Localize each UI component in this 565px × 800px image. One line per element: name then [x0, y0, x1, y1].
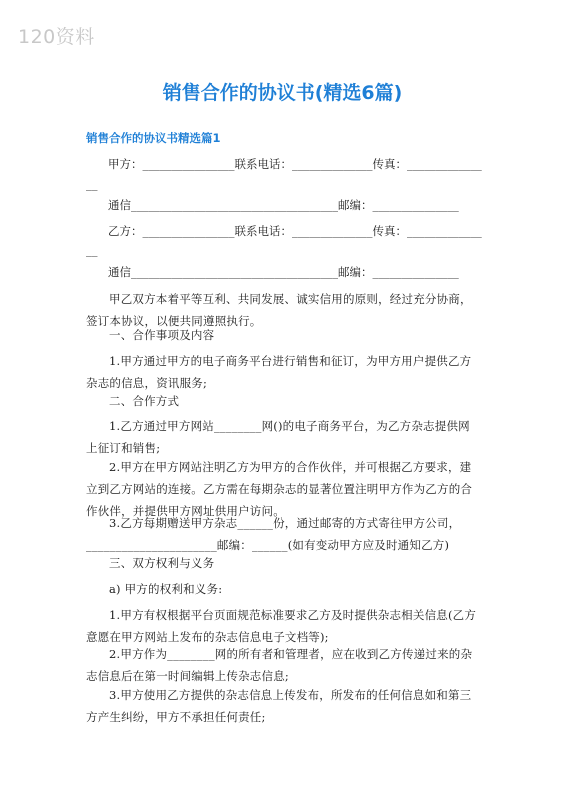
party-b-line: 乙方：________________联系电话：______________传真：_____________ — [108, 224, 482, 238]
section-heading-3: 三、双方权利与义务 — [109, 556, 215, 570]
watermark-text: 120资料 — [18, 26, 95, 48]
party-a-line: 甲方：________________联系电话：______________传真：_____________ — [108, 157, 482, 171]
paragraph-2-2: 2.甲方在甲方网站注明乙方为甲方的合作伙伴，并可根据乙方要求，建立到乙方网站的连接。乙方需在每期杂志的显著位置注明甲方作为乙方的合作伙伴，并提供甲方网址供用户访问。 — [86, 460, 473, 518]
document-title: 销售合作的协议书(精选6篇) — [162, 82, 403, 104]
paragraph-3-2: 2.甲方作为________网的所有者和管理者，应在收到乙方传递过来的杂志信息后在第一时间编辑上传杂志信息; — [86, 647, 473, 683]
section-heading-2: 二、合作方式 — [109, 394, 180, 408]
party-a-line-continuation: __ — [86, 177, 98, 191]
intro-paragraph: 甲乙双方本着平等互利、共同发展、诚实信用的原则，经过充分协商，签订本协议，以便共同遵照执行。 — [86, 292, 472, 328]
paragraph-2-3: 3.乙方每期赠送甲方杂志______份，通过邮寄的方式寄往甲方公司，______________________邮编：______(如有变动甲方应及时通知乙方) — [86, 516, 461, 552]
paragraph-2-1: 1.乙方通过甲方网站________网()的电子商务平台，为乙方杂志提供网上征订和销售; — [86, 419, 470, 455]
subsection-heading-a: a) 甲方的权利和义务: — [109, 582, 223, 596]
paragraph-3-3: 3.甲方使用乙方提供的杂志信息上传发布，所发布的任何信息如和第三方产生纠纷，甲方不承担任何责任; — [86, 688, 472, 724]
party-a-address-line: 通信____________________________________邮编：_______________ — [108, 198, 459, 212]
party-b-line-continuation: __ — [86, 243, 98, 257]
paragraph-3-1: 1.甲方有权根据平台页面规范标准要求乙方及时提供杂志相关信息(乙方意愿在甲方网站上发布的杂志信息电子文档等); — [86, 608, 477, 644]
paragraph-1-1: 1.甲方通过甲方的电子商务平台进行销售和征订，为甲方用户提供乙方杂志的信息，资讯服务; — [86, 354, 472, 390]
section-heading: 销售合作的协议书精选篇1 — [86, 131, 221, 145]
section-heading-1: 一、合作事项及内容 — [109, 328, 215, 342]
party-b-address-line: 通信____________________________________邮编：_______________ — [108, 265, 459, 279]
